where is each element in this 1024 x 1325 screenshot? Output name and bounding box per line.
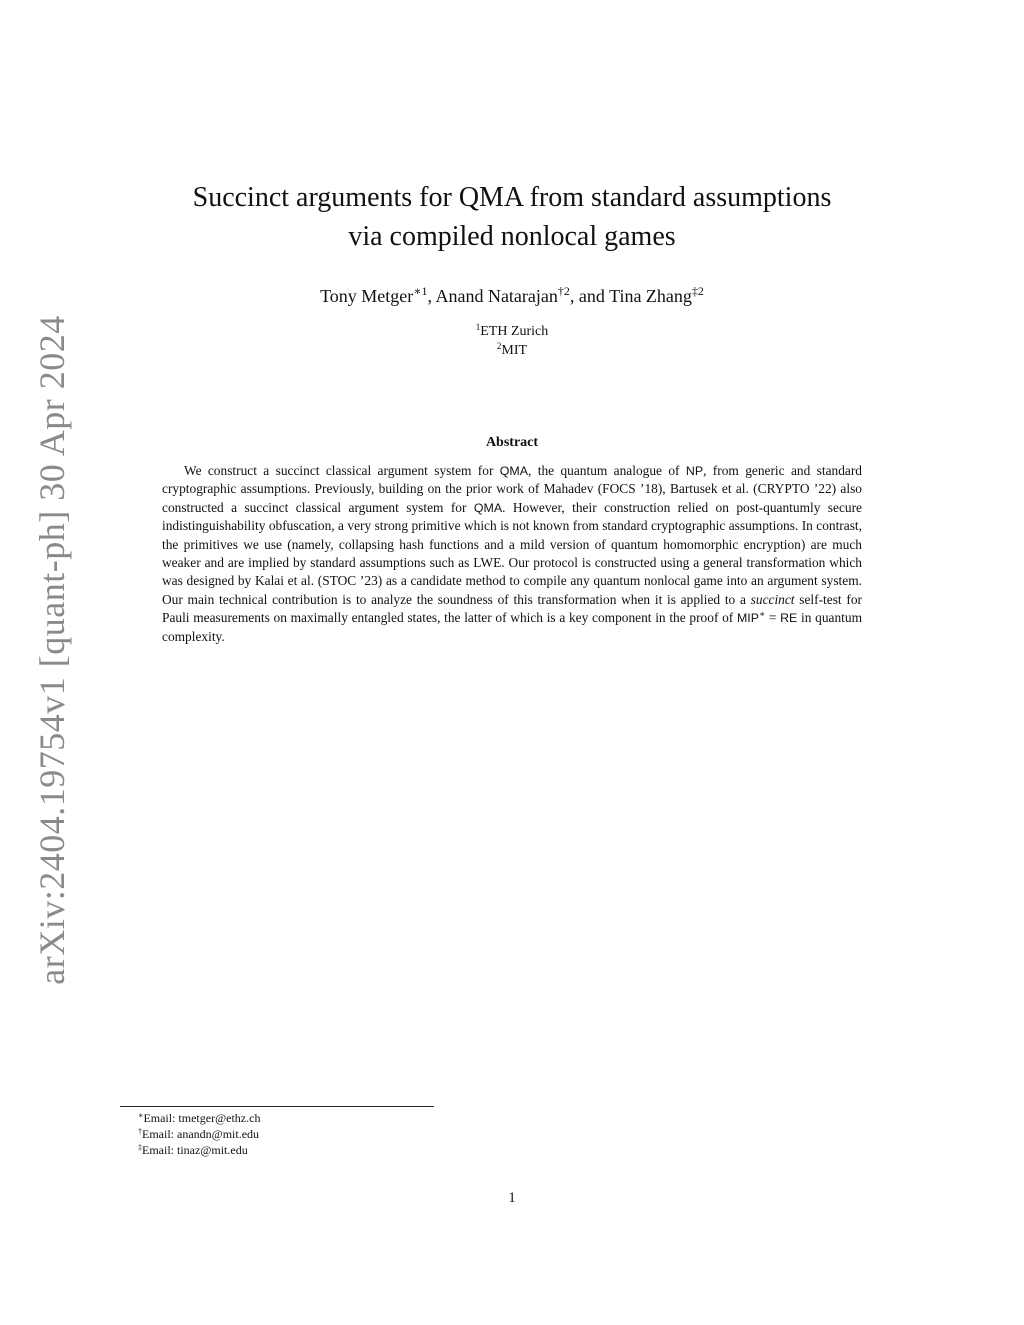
abstract-text: . However, their construction relied on post-quantumly secure indistinguishability obfuscation, a very strong primitive which is not known from standard cryptographic assumptions. In contrast, the primitives we use (namely, collapsing hash functions and a mild version of quantum homomorphic encryption) are much weaker and are implied by standard assumptions such as LWE. Our protocol is constructed using a general transformation which was designed by Kalai et al. (STOC ’23) as a candidate method to compile any quantum nonlocal game into an argument system. Our main technical contribution is to analyze the soundness of this transformation when it is applied to a [162,499,863,607]
affiliation-number: 1 [475,322,481,332]
affiliation [0,341,1024,360]
author-list [0,284,1024,308]
abstract-text: We construct a succinct classical argument system for [184,463,500,478]
complexity-class-qma: QMA [473,500,503,515]
footnote-email: Email: tinaz@mit.edu [142,1143,248,1157]
paper-title-line-2: via compiled nonlocal games [348,221,676,252]
abstract-text: in quantum complexity. [162,610,862,644]
affiliation-number: 2 [496,341,502,351]
affiliation [0,322,1024,341]
footnote-email: Email: anandn@mit.edu [142,1127,260,1141]
abstract-text: self-test for Pauli measurements on maximally entangled states, the latter of which is a key component in the proof of [162,591,862,626]
footnote [138,1110,260,1126]
arxiv-identifier-stamp: arXiv:2404.19754v1 [quant-ph] 30 Apr 2024 [32,315,72,985]
paper-title-line-1: Succinct arguments for QMA from standard assumptions [192,182,832,213]
equals-sign: = [765,610,781,626]
author-name: Tony Metger [320,286,414,306]
footnote-list [138,1110,260,1158]
author-marks: †2 [557,284,570,298]
abstract-text: , from generic and standard cryptographic assumptions. Previously, building on the prior work of Mahadev (FOCS ’18), Bartusek et al. (CRYPTO ’22) also constructed a succinct classical argument system for [162,463,863,515]
complexity-class-re: RE [780,611,798,626]
author-separator: , [427,286,436,306]
paper-title [0,178,1024,256]
footnote-divider [120,1106,434,1107]
author-name: Tina Zhang [609,286,692,306]
page-number: 1 [508,1190,516,1206]
complexity-class-mip: MIP [736,611,759,626]
footnote-email: Email: tmetger@ethz.ch [143,1111,261,1125]
footnote-mark: ‡ [138,1143,142,1152]
complexity-class-qma: QMA [499,464,529,478]
mip-star-superscript: ∗ [759,609,766,620]
complexity-class-np: NP [685,464,704,478]
abstract-text: , the quantum analogue of [528,463,686,478]
footnote [138,1142,260,1158]
footnote-mark: † [138,1127,142,1136]
footnote [138,1126,260,1142]
author-marks: ∗1 [413,284,428,298]
abstract-heading: Abstract [485,435,539,450]
emphasized-word: succinct [750,591,795,607]
abstract-paragraph [162,462,862,646]
affiliation-name: MIT [501,343,528,358]
footnote-mark: ∗ [138,1111,144,1120]
author-marks: ‡2 [691,284,704,298]
affiliation-list [0,322,1024,360]
author-separator: , and [569,286,610,306]
author-name: Anand Natarajan [435,286,558,306]
affiliation-name: ETH Zurich [480,324,549,339]
